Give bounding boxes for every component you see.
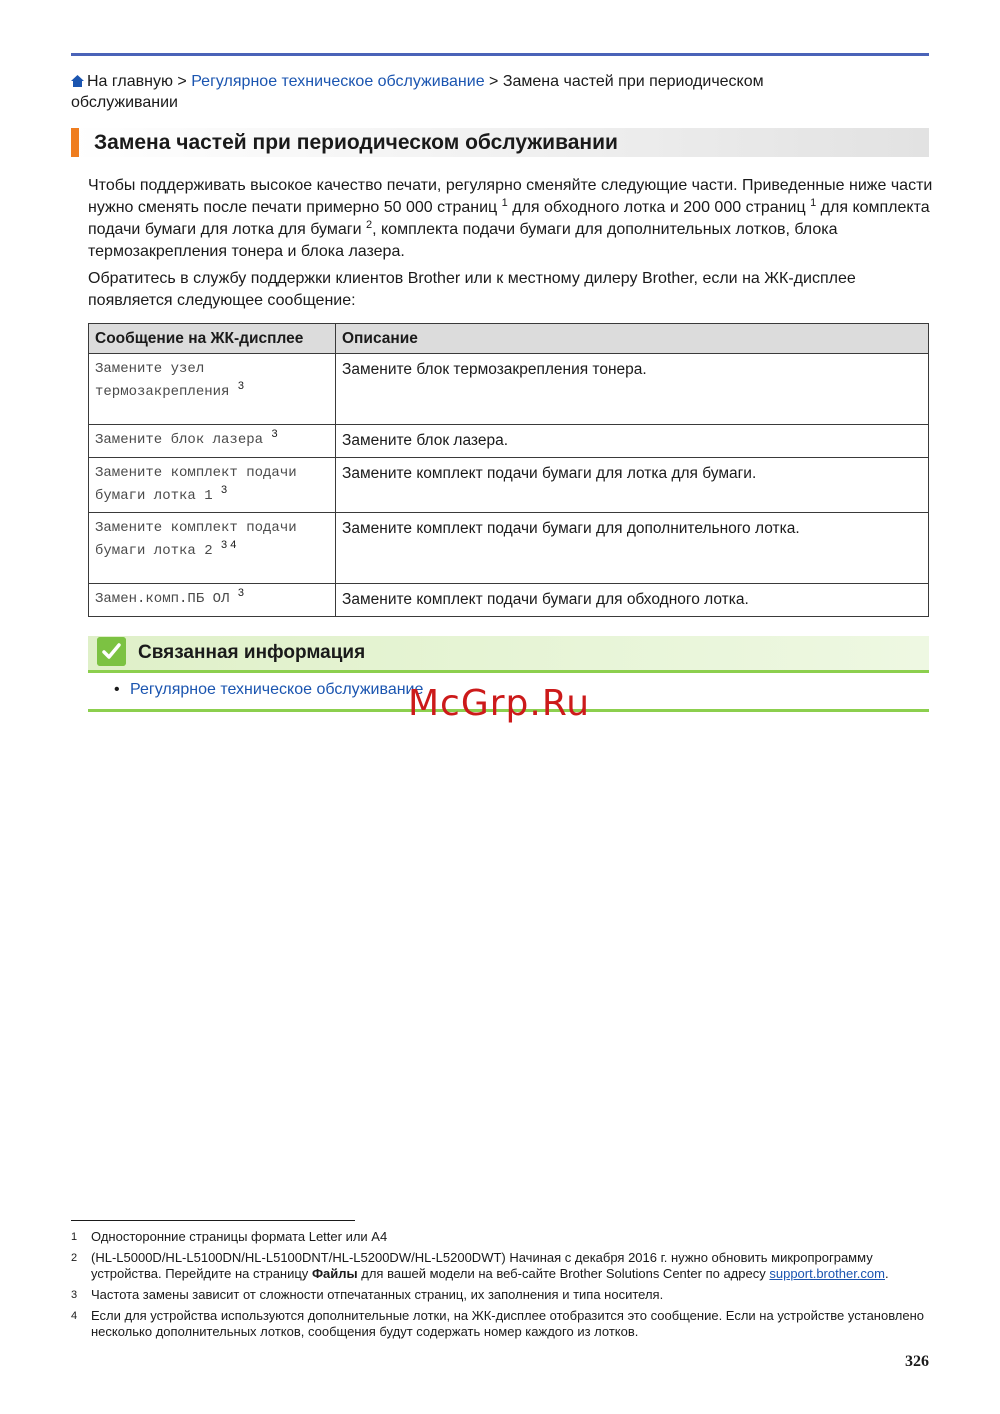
contact-paragraph: Обратитесь в службу поддержки клиентов Brother или к местному дилеру Brother, если на ЖК-дисплее появляется следующее сообщение:: [88, 270, 856, 309]
breadcrumb: [71, 71, 871, 113]
page-number: 326: [905, 1353, 929, 1370]
footnote-text: Односторонние страницы формата Letter или A4: [91, 1229, 388, 1244]
page-title-bar: [71, 128, 929, 157]
footnote-number: 1: [71, 1231, 78, 1243]
list-item: [114, 679, 423, 700]
related-info-title: Связанная информация: [138, 642, 366, 663]
breadcrumb-separator: >: [177, 73, 187, 90]
lcd-message: Замен.комп.ПБ ОЛ $^3$: [89, 584, 336, 617]
description-cell: Замените комплект подачи бумаги для лотка для бумаги.: [336, 458, 929, 513]
column-header-description: Описание: [336, 324, 929, 354]
breadcrumb-link-maintenance[interactable]: Регулярное техническое обслуживание: [191, 73, 485, 90]
description-cell: Замените комплект подачи бумаги для обходного лотка.: [336, 584, 929, 617]
breadcrumb-home[interactable]: На главную: [87, 73, 173, 90]
footnote: [71, 1250, 929, 1282]
bullet: •: [114, 681, 120, 698]
intro-text: , комплекта подачи бумаги для дополнительных лотков, блока термозакрепления тонера и блока лазера.: [88, 221, 838, 260]
related-list: [114, 679, 423, 700]
footnote-ref[interactable]: 1: [501, 197, 508, 209]
intro-paragraph: [88, 175, 933, 263]
checkmark-icon: [97, 637, 126, 666]
footnote-ref[interactable]: 2: [365, 219, 373, 231]
lcd-messages-table: [88, 323, 929, 617]
title-marker: [71, 128, 79, 157]
table-row: [89, 513, 929, 584]
footnote-number: 3: [71, 1289, 78, 1301]
breadcrumb-separator: >: [489, 73, 499, 90]
lcd-message: Замените комплект подачи бумаги лотка 1 $^3$: [89, 458, 336, 513]
footnote-bold: Файлы: [311, 1266, 358, 1281]
footnote-text: Если для устройства используются дополнительные лотки, на ЖК-дисплее отобразится это сообщение. Если на устройстве установлено несколько дополнительных лотков, сообщения будут содержать номер каждого из лотков.: [91, 1308, 925, 1339]
table-row: [89, 425, 929, 458]
page-title: Замена частей при периодическом обслуживании: [94, 131, 618, 154]
footnote-text: Частота замены зависит от сложности отпечатанных страниц, их заполнения и типа носителя.: [91, 1287, 664, 1302]
footnote-number: 4: [71, 1310, 78, 1322]
footnote-ref[interactable]: 3: [237, 380, 244, 392]
table-row: [89, 458, 929, 513]
table-row: [89, 354, 929, 425]
lcd-message: Замените комплект подачи бумаги лотка 2 $^{3 4}$: [89, 513, 336, 584]
description-cell: Замените блок лазера.: [336, 425, 929, 458]
related-info-header: [88, 636, 929, 673]
footnote-text: .: [884, 1266, 889, 1281]
lcd-message: Замените блок лазера $^3$: [89, 425, 336, 458]
description-cell: Замените комплект подачи бумаги для дополнительного лотка.: [336, 513, 929, 584]
support-link[interactable]: support.brother.com: [769, 1266, 885, 1281]
footnote-number: 2: [71, 1252, 78, 1264]
description-cell: Замените блок термозакрепления тонера.: [336, 354, 929, 425]
column-header-lcd: Сообщение на ЖК-дисплее: [89, 324, 336, 354]
intro-text: для комплекта подачи бумаги для лотка для бумаги: [88, 199, 930, 238]
footnote-ref[interactable]: 3: [237, 587, 244, 599]
breadcrumb-current: Замена частей при периодическом обслуживании: [71, 73, 764, 111]
footnote-text: для вашей модели на веб-сайте Brother Solutions Center по адресу: [361, 1266, 766, 1281]
intro-text: для обходного лотка и 200 000 страниц: [512, 199, 806, 216]
footnote: [71, 1287, 929, 1303]
footnotes: [71, 1229, 929, 1345]
footnote-ref[interactable]: 3: [271, 428, 278, 440]
footnote-ref[interactable]: 1: [810, 197, 817, 209]
table-row: [89, 584, 929, 617]
intro-text: Чтобы поддерживать высокое качество печати, регулярно сменяйте следующие части. Приведенные ниже части нужно сменять после печати примерно 50 000 страниц: [88, 177, 933, 216]
table-header-row: [89, 324, 929, 354]
home-icon[interactable]: [71, 75, 84, 87]
footnote: [71, 1308, 929, 1340]
lcd-message: Замените узел термозакрепления $^3$: [89, 354, 336, 425]
footnote: [71, 1229, 929, 1245]
watermark: McGrp.Ru: [408, 683, 591, 724]
footnote-text: (HL-L5000D/HL-L5100DN/HL-L5100DNT/HL-L5200DW/HL-L5200DWT) Начиная с декабря 2016 г. нужно обновить микропрограмму устройства. Перейдите на страницу: [91, 1250, 873, 1281]
footnote-divider: [71, 1220, 355, 1221]
footnote-ref[interactable]: 3: [221, 484, 228, 496]
top-rule: [71, 53, 929, 56]
related-link-maintenance[interactable]: Регулярное техническое обслуживание: [130, 681, 424, 698]
footnote-ref[interactable]: 3 4: [221, 539, 237, 551]
